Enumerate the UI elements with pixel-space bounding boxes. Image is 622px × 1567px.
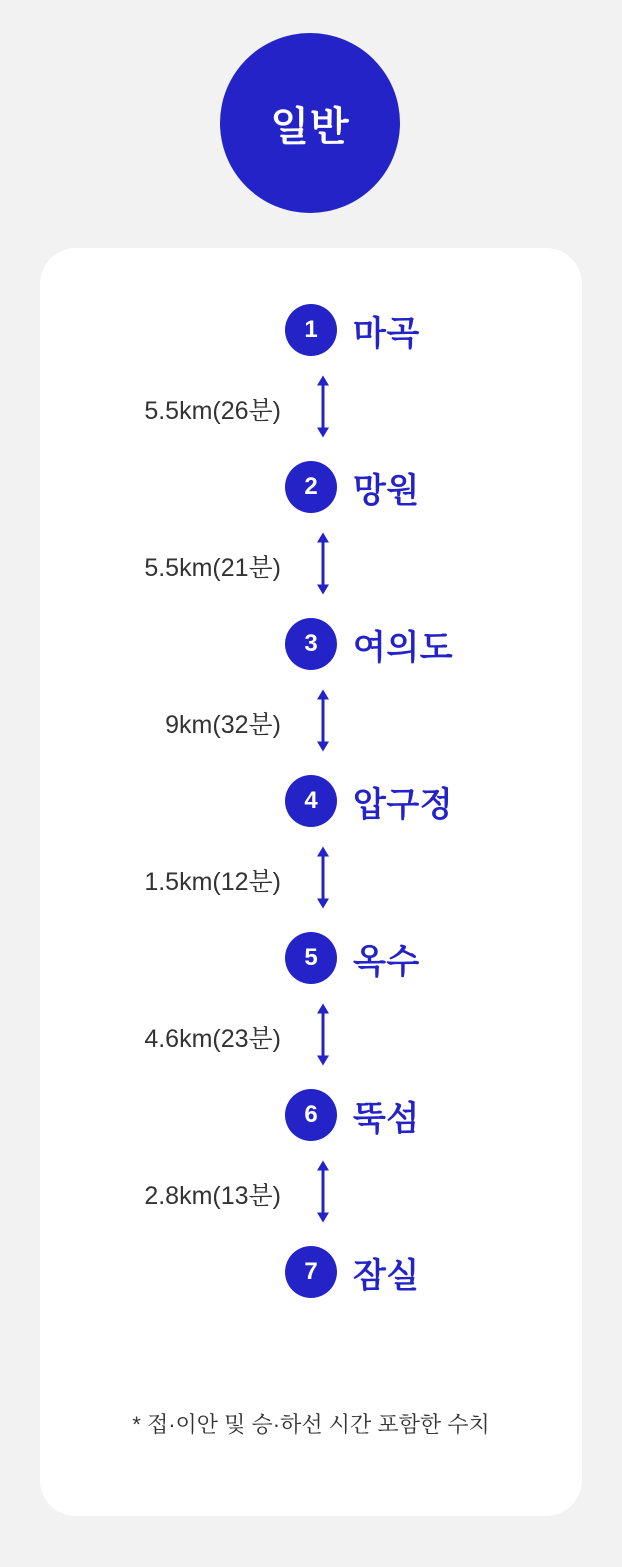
station-number: 5 [285,932,337,984]
segment-row [40,1149,582,1238]
station-name: 옥수 [353,942,420,981]
station-name: 마곡 [353,314,420,353]
segment-row [40,992,582,1081]
station-name: 압구정 [353,785,454,824]
double-arrow-icon [311,689,335,756]
station-row [40,767,582,835]
segment-label: 9km(32분) [165,710,281,739]
segment-row [40,835,582,924]
station-number: 4 [285,775,337,827]
station-number: 2 [285,461,337,513]
double-arrow-icon [311,846,335,913]
segment-row [40,364,582,453]
station-number: 3 [285,618,337,670]
double-arrow-icon [311,375,335,442]
footnote: * 접·이안 및 승·하선 시간 포함한 수치 [132,1412,490,1437]
station-row [40,1081,582,1149]
station-name: 뚝섬 [353,1099,420,1138]
route-type-badge-label: 일반 [270,104,350,149]
station-name: 망원 [353,471,420,510]
segment-label: 5.5km(21분) [144,553,281,582]
station-row [40,610,582,678]
station-row [40,924,582,992]
station-name: 여의도 [353,628,454,667]
station-row [40,296,582,364]
double-arrow-icon [311,1160,335,1227]
segment-label: 1.5km(12분) [144,867,281,896]
station-number: 6 [285,1089,337,1141]
route-list [40,296,582,1306]
double-arrow-icon [311,1003,335,1070]
station-number: 7 [285,1246,337,1298]
segment-label: 2.8km(13분) [144,1181,281,1210]
segment-row [40,521,582,610]
station-row [40,453,582,521]
route-card [40,248,582,1516]
route-type-badge [220,33,400,213]
segment-label: 4.6km(23분) [144,1024,281,1053]
segment-label: 5.5km(26분) [144,396,281,425]
station-number: 1 [285,304,337,356]
segment-row [40,678,582,767]
station-name: 잠실 [353,1256,420,1295]
double-arrow-icon [311,532,335,599]
station-row [40,1238,582,1306]
